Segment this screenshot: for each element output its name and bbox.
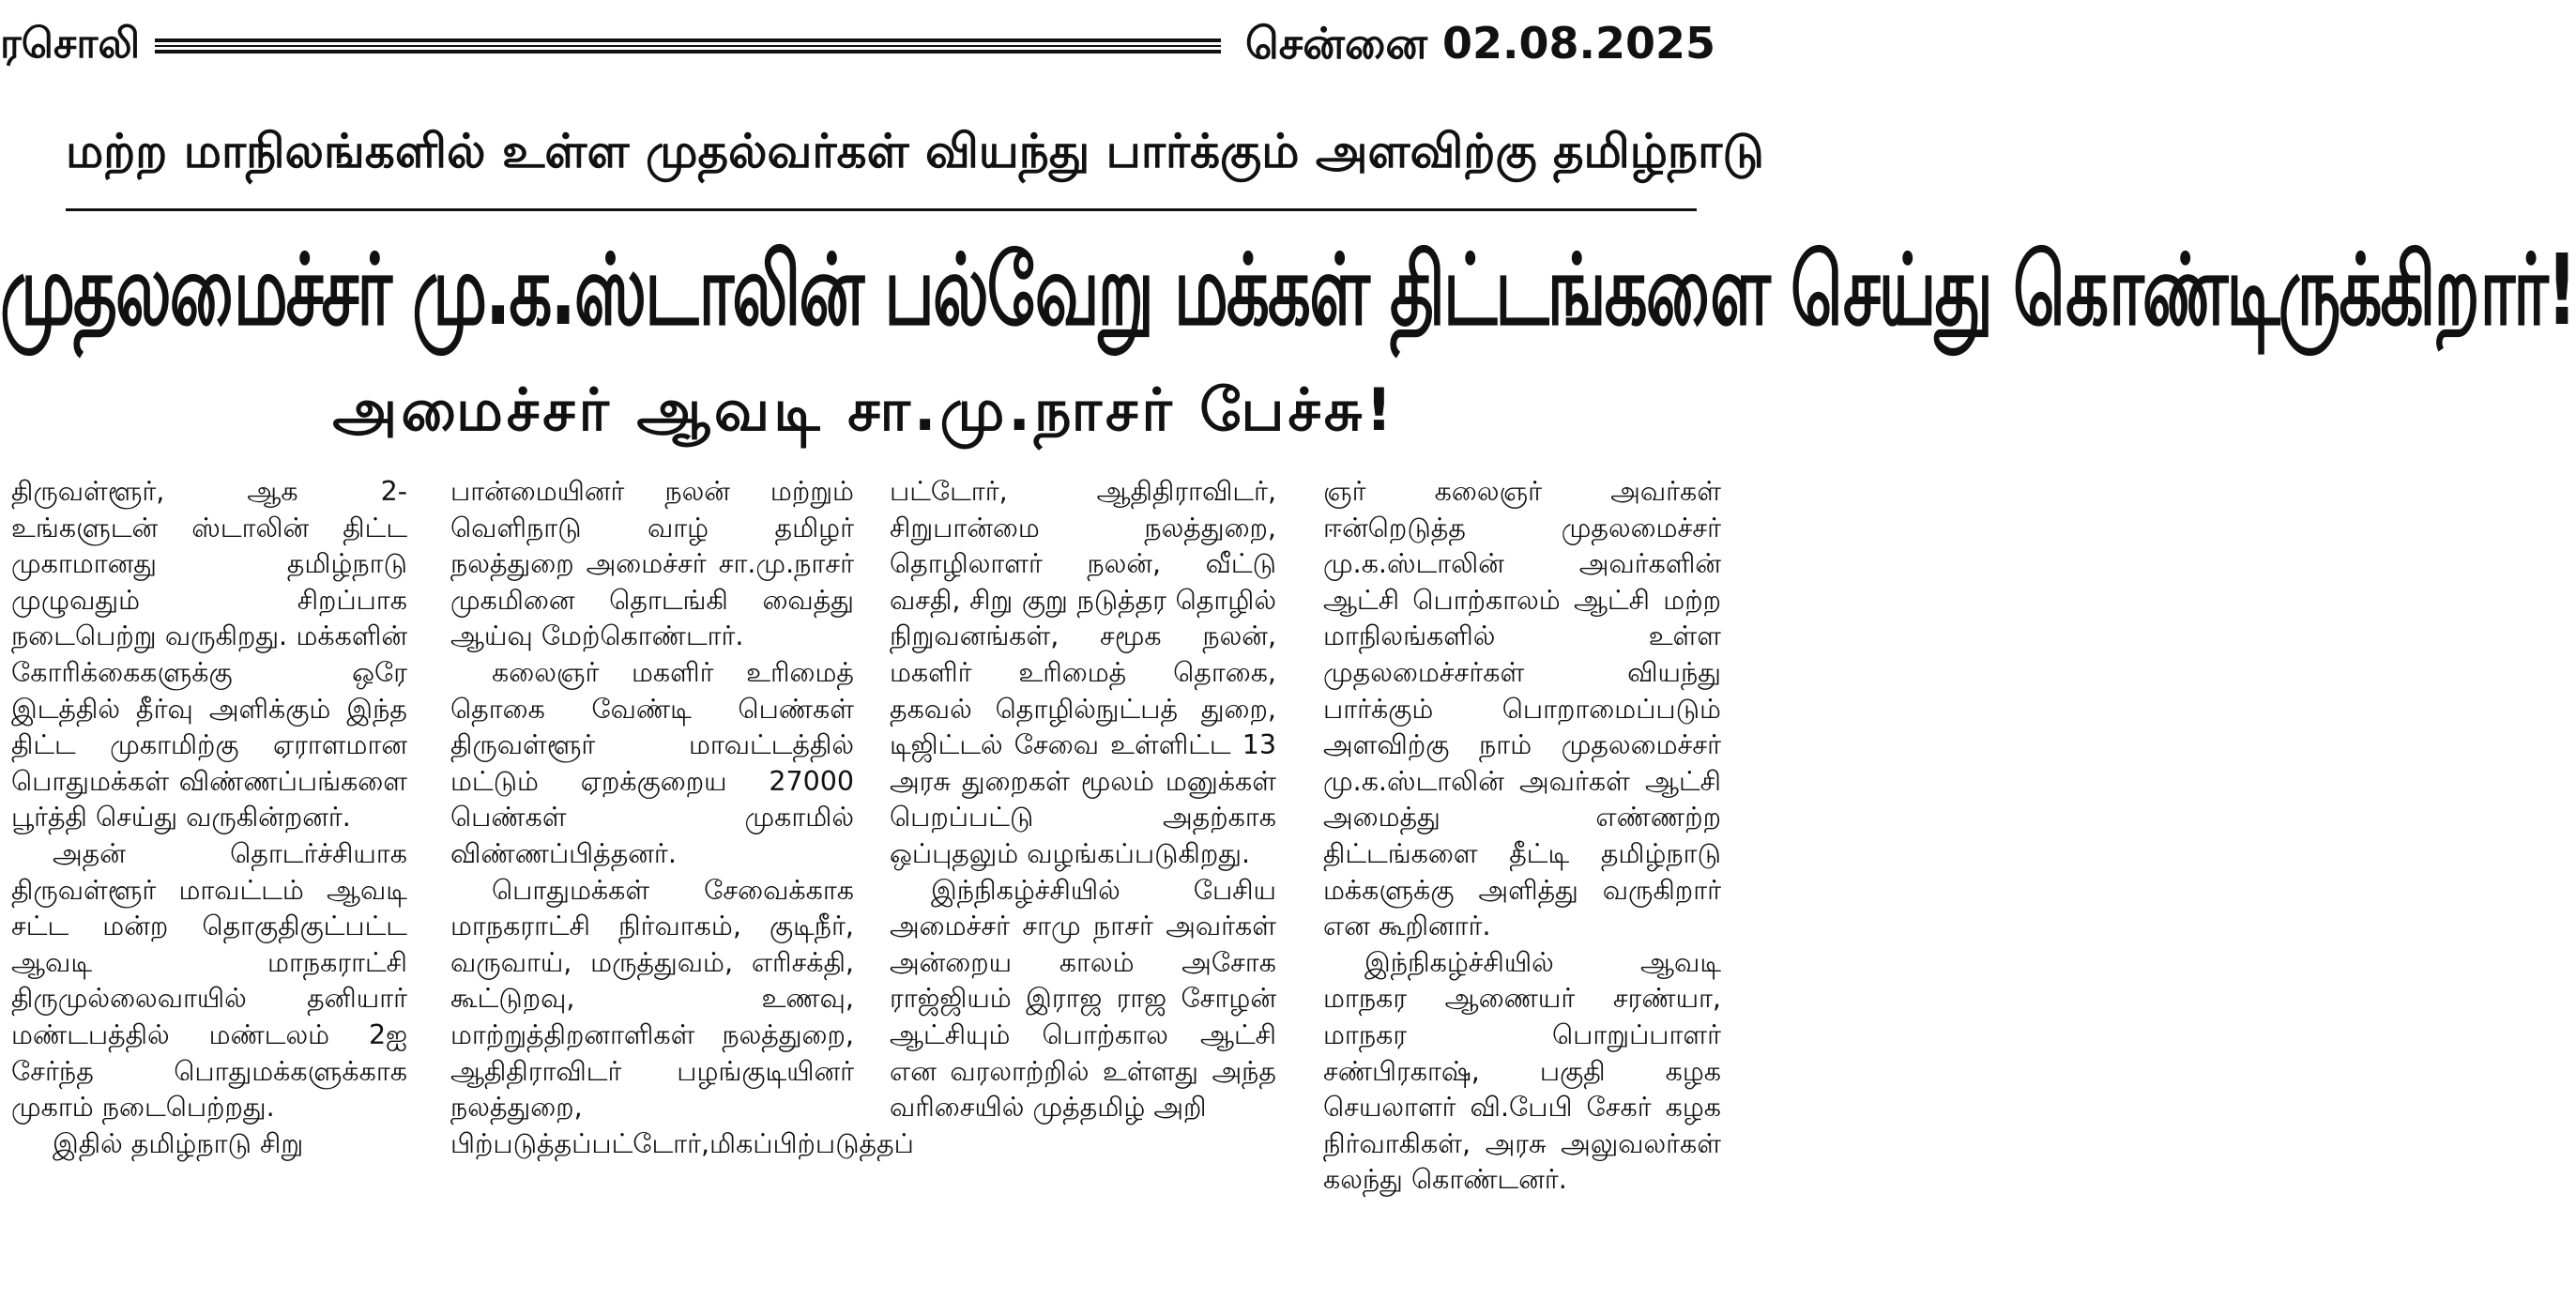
kicker-underline bbox=[66, 208, 1697, 211]
masthead bbox=[0, 13, 1729, 79]
paragraph: திருவள்ளூர், ஆக 2- உங்களுடன் ஸ்டாலின் திட்ட முகாமானது தமிழ்நாடு முழுவதும் சிறப்பாக நடைபெற்று வருகிறது. மக்களின் கோரிக்கைகளுக்கு ஒரே இடத்தில் தீர்வு அளிக்கும் இந்த திட்ட முகாமிற்கு ஏராளமான பொதுமக்கள் விண்ணப்பங்களை பூர்த்தி செய்து வருகின்றனர். bbox=[11, 476, 407, 834]
subheadline: அமைச்சர் ஆவடி சா.மு.நாசர் பேச்சு! bbox=[332, 375, 1396, 444]
paragraph: இதில் தமிழ்நாடு சிறு bbox=[53, 1127, 304, 1159]
article-column-3 bbox=[890, 474, 1276, 1309]
article-column-4 bbox=[1323, 474, 1721, 1309]
paragraph: ஞர் கலைஞர் அவர்கள் ஈன்றெடுத்த முதலமைச்சர் மு.க.ஸ்டாலின் அவர்களின் ஆட்சி பொற்காலம் ஆட்சி மற்ற மாநிலங்களில் உள்ள முதலமைச்சர்கள் வியந்து பார்க்கும் பொறாமைப்படும் அளவிற்கு நாம் முதலமைச்சர் மு.க.ஸ்டாலின் அவர்கள் ஆட்சி அமைத்து எண்ணற்ற திட்டங்களை தீட்டி தமிழ்நாடு மக்களுக்கு அளித்து வருகிறார் என கூறினார். bbox=[1323, 476, 1721, 942]
paragraph: இந்நிகழ்ச்சியில் பேசிய அமைச்சர் சாமு நாசர் அவர்கள் அன்றைய காலம் அசோக ராஜ்ஜியம் இராஜ ராஜ சோழன் ஆட்சியும் பொற்கால ஆட்சி என வரலாற்றில் உள்ளது அந்த வரிசையில் முத்தமிழ் அறி bbox=[890, 874, 1276, 1124]
paragraph: பொதுமக்கள் சேவைக்காக மாநகராட்சி நிர்வாகம், குடிநீர், வருவாய், மருத்துவம், எரிசக்தி, கூட்டுறவு, உணவு, மாற்றுத்திறனாளிகள் நலத்துறை, ஆதிதிராவிடர் பழங்குடியினர் நலத்துறை, பிற்படுத்தப்பட்டோர்,மிகப்பிற்படுத்தப் bbox=[450, 874, 914, 1159]
kicker-headline: மற்ற மாநிலங்களில் உள்ள முதல்வர்கள் வியந்து பார்க்கும் அளவிற்கு தமிழ்நாடு bbox=[66, 124, 1764, 178]
paragraph: பட்டோர், ஆதிதிராவிடர், சிறுபான்மை நலத்துறை, தொழிலாளர் நலன், வீட்டு வசதி, சிறு குறு நடுத்தர தொழில் நிறுவனங்கள், சமூக நலன், மகளிர் உரிமைத் தொகை, தகவல் தொழில்நுட்பத் துறை, டிஜிட்டல் சேவை உள்ளிட்ட 13 அரசு துறைகள் மூலம் மனுக்கள் பெறப்பட்டு அதற்காக ஒப்புதலும் வழங்கப்படுகிறது. bbox=[890, 476, 1276, 869]
masthead-rule bbox=[155, 38, 1221, 54]
paragraph: கலைஞர் மகளிர் உரிமைத் தொகை வேண்டி பெண்கள் திருவள்ளூர் மாவட்டத்தில் மட்டும் ஏறக்குறைய 27000 பெண்கள் முகாமில் விண்ணப்பித்தனர். bbox=[450, 656, 854, 869]
date-line: சென்னை 02.08.2025 bbox=[1244, 17, 1715, 69]
paragraph: இந்நிகழ்ச்சியில் ஆவடி மாநகர ஆணையர் சரண்யா, மாநகர பொறுப்பாளர் சண்பிரகாஷ், பகுதி கழக செயலாளர் வி.பேபி சேகர் கழக நிர்வாகிகள், அரசு அலுவலர்கள் கலந்து கொண்டனர். bbox=[1323, 946, 1721, 1196]
main-headline: முதலமைச்சர் மு.க.ஸ்டாலின் பல்வேறு மக்கள் திட்டங்களை செய்து கொண்டிருக்கிறார்! bbox=[0, 233, 2576, 347]
article-column-2 bbox=[450, 474, 914, 1309]
paragraph: பான்மையினர் நலன் மற்றும் வெளிநாடு வாழ் தமிழர் நலத்துறை அமைச்சர் சா.மு.நாசர் முகமினை தொடங்கி வைத்து ஆய்வு மேற்கொண்டார். bbox=[450, 476, 854, 652]
article-column-1 bbox=[11, 474, 407, 1309]
paragraph: அதன் தொடர்ச்சியாக திருவள்ளூர் மாவட்டம் ஆவடி சட்ட மன்ற தொகுதிகுட்பட்ட ஆவடி மாநகராட்சி திருமுல்லைவாயில் தனியார் மண்டபத்தில் மண்டலம் 2ஐ சேர்ந்த பொதுமக்களுக்காக முகாம் நடைபெற்றது. bbox=[11, 837, 407, 1124]
paper-name: ரசொலி bbox=[0, 19, 141, 68]
